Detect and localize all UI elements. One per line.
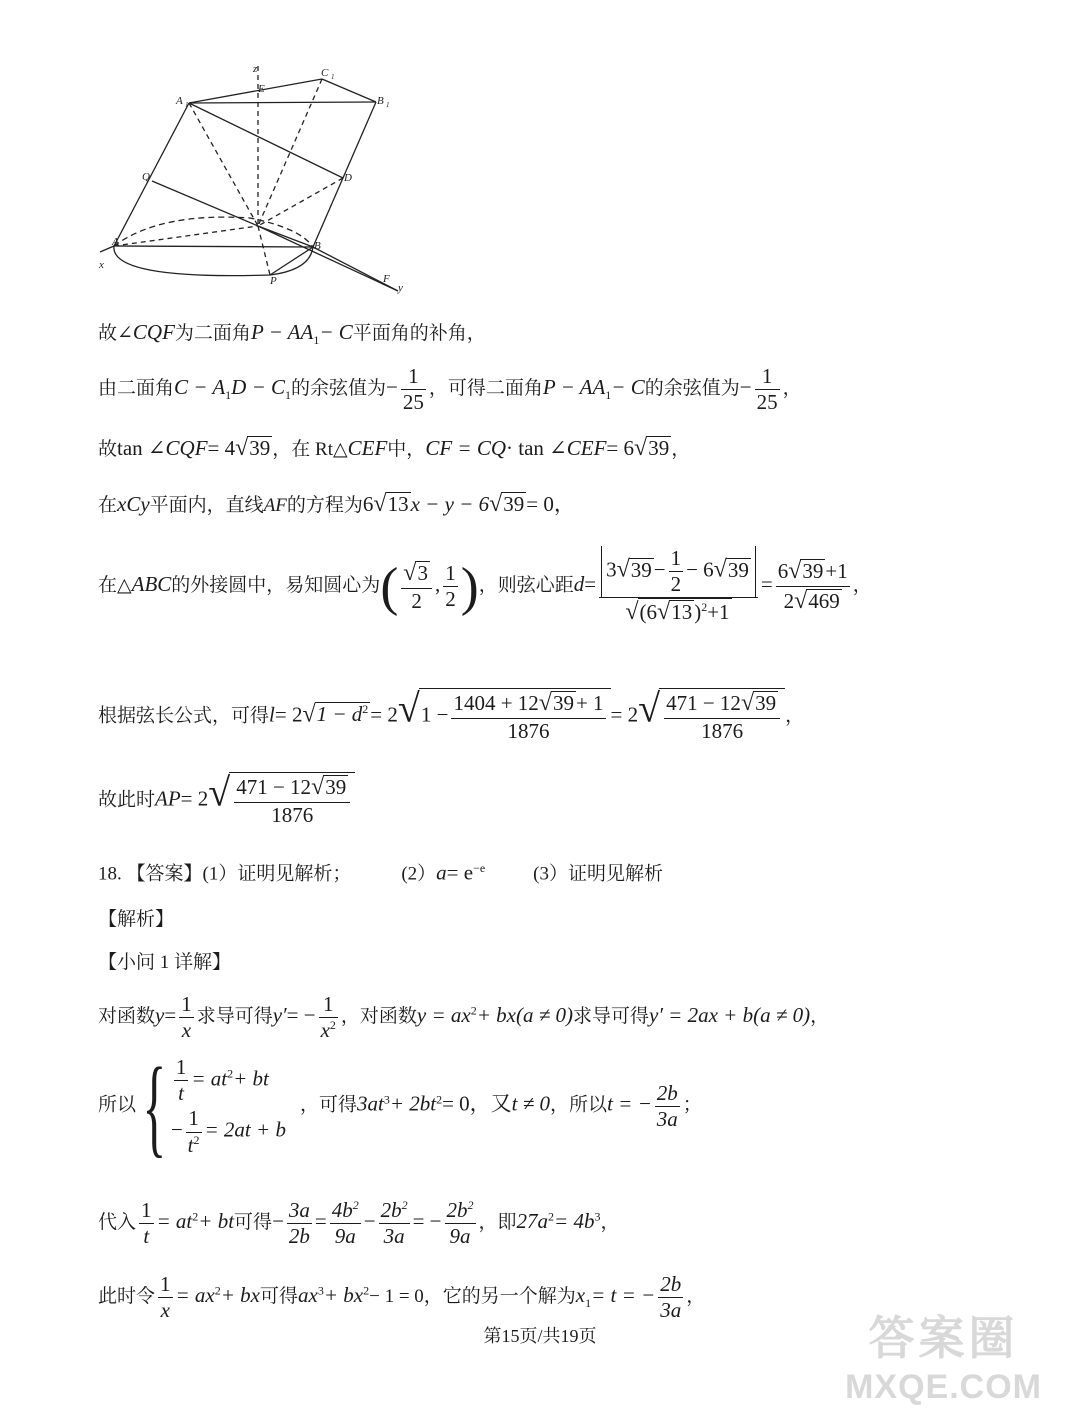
text-line-13: 代入 $\frac{1}{t}$ = $at^2+$ bt可得− $\frac{3a}{2b}$ = $\frac{4b^2}{9a}$ − $\frac{2b^2}{3a}$ = − $\frac{2b^2}{9a}$ ，即$27a^2= 4b^3$， — [98, 1198, 620, 1249]
fraction: $\frac{1}{25}$ — [402, 364, 424, 415]
label-D: D — [344, 172, 352, 184]
label-A1-sub: 1 — [185, 101, 189, 109]
label-y: y — [398, 282, 403, 294]
geometry-figure — [95, 55, 425, 300]
label-A1: A — [176, 95, 183, 107]
label-A: A — [112, 236, 119, 248]
text-line-3: 故tan ∠CQF= 4√39 ，在 Rt△CEF中，CF = CQ· tan ∠CEF= 6√39 ， — [98, 435, 691, 461]
analysis-heading: 【解析】 — [98, 909, 175, 930]
label-C1: C — [321, 67, 329, 79]
fraction: $\frac{2b}{3a}$ — [660, 1272, 682, 1323]
fraction: $\frac{1}{t}$ — [141, 1198, 152, 1249]
text-line-12: 所以{ $\frac{1}{t}$ = $at^2+$ bt − $\frac{1}{t^2}$ = 2at + b ，可得$3at^3+ 2bt^2= 0$，又t ≠ 0，所以t = − $\frac{2b}{3a}$ ； — [98, 1045, 702, 1168]
label-P: P — [270, 275, 277, 287]
fraction: $\frac{1}{x}$ — [181, 992, 192, 1043]
label-x: x — [99, 259, 104, 271]
fraction: $\frac{6√39+1}{2√469}$ — [777, 558, 848, 615]
fraction: $\frac{4b^2}{9a}$ — [331, 1198, 359, 1249]
text-line-11: 对函数y= $\frac{1}{x}$ 求导可得y′= − $\frac{1}{x^2}$ ，对函数$y = ax^2+ bx(a \ne 0)$求导可得y′ = 2ax + b(a ≠ 0)， — [98, 992, 830, 1043]
fraction: $\frac{1}{x^2}$ — [320, 992, 336, 1043]
sub-question-1-heading: 【小问 1 详解】 — [98, 952, 232, 973]
watermark-logo: 答案圈 MXQE.COM — [845, 1312, 1042, 1406]
text-line-5: 在△ABC的外接圆中，易知圆心为( $\frac{√3}{2}$ , $\frac{1}{2}$ )，则弦心距d= 3√39− $\frac{1}{2}$ − 6√39 $√(6√13)^2+1$ = $\frac{6√39+1}{2√469}$ ， — [98, 546, 872, 626]
text-line-4: 在xCy平面内，直线AF的方程为6√13x − y − 6√39= 0， — [98, 491, 575, 517]
label-Q: Q — [142, 171, 150, 183]
label-B: B — [314, 240, 321, 252]
fraction: $\frac{1}{2}$ — [445, 560, 456, 612]
fraction: $\frac{3a}{2b}$ — [288, 1198, 310, 1249]
text-line-2: 由二面角$C - A_1D - C_1$的余弦值为− $\frac{1}{25}$ ，可得二面角$P - AA_1- C$的余弦值为− $\frac{1}{25}$ ， — [98, 364, 802, 415]
page-footer: 第15页/共19页 — [483, 1326, 597, 1346]
text-line-1: 故∠CQF为二面角$P - AA_1- C$平面角的补角， — [98, 320, 486, 347]
equation-system: $\frac{1}{t}$ = $at^2+$ bt − $\frac{1}{t^2}$ = 2at + b — [170, 1055, 286, 1157]
text-line-7: 故此时AP= 2√ $\frac{471 - 12√39}{1876}$ — [98, 772, 355, 828]
fraction: $\frac{1}{25}$ — [756, 364, 778, 415]
fraction: $\frac{2b}{3a}$ — [656, 1080, 678, 1131]
text-line-6: 根据弦长公式，可得$l= 2√1 - d^2= 2√1$ − $\frac{1404 + 12√39+ 1}{1876}$ = 2√ $\frac{471 - 12√39}{1876}$ ， — [98, 685, 805, 743]
fraction: $\frac{2b^2}{9a}$ — [446, 1198, 474, 1249]
label-E: E — [258, 83, 265, 95]
label-F: F — [383, 273, 390, 285]
text-line-14: 此时令 $\frac{1}{x}$ = $ax^2+$ bx可得$ax^3+ bx^2- 1 = 0$，它的另一个解为$x_1= t$ = − $\frac{2b}{3a}$ ， — [98, 1272, 706, 1323]
fraction: $\frac{1}{x}$ — [160, 1272, 171, 1323]
label-z: z — [253, 63, 258, 75]
fraction: $\frac{2b^2}{3a}$ — [380, 1198, 408, 1249]
label-C1-sub: 1 — [331, 73, 335, 81]
label-B1-sub: 1 — [386, 101, 390, 109]
answer-line-18: 18. 【答案】(1）证明见解析； $(2)a= e^{-e}$ (3）证明见解析 — [98, 860, 663, 885]
fraction: 3√39− $\frac{1}{2}$ − 6√39 $√(6√13)^2+1$ — [599, 546, 758, 627]
label-B1: B — [377, 95, 384, 107]
fraction: $\frac{√3}{2}$ — [401, 559, 432, 614]
